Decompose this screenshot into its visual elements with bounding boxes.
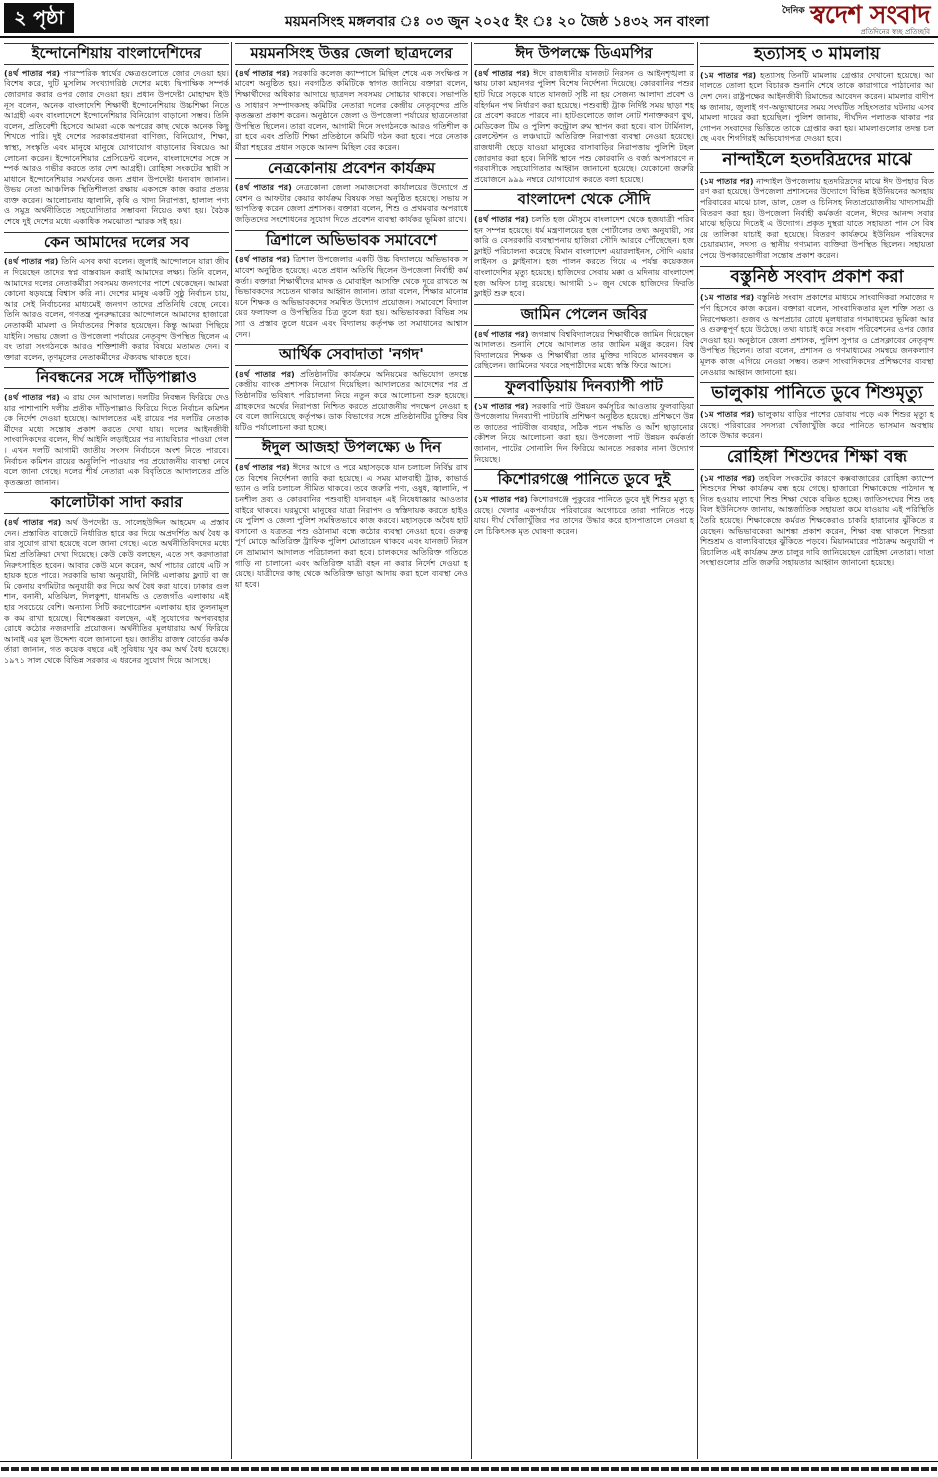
story-headline[interactable]: ঈদুল আজহা উপলক্ষ্যে ৬ দিন xyxy=(235,437,468,459)
story-headline[interactable]: নেত্রকোনায় প্রবেশন কার্যক্রম xyxy=(235,158,468,180)
story-headline[interactable]: আর্থিক সেবাদাতা 'নগদ' xyxy=(235,344,468,366)
story-text: তিনি এসব কথা বলেন। জুলাই আন্দোলনে যারা জীবন দিয়েছেন তাদের স্বপ্ন বাস্তবায়ন করাই আমাদের লক্ষ্য। তিনি বলেন, আমাদের দলের নেতাকর্মীরা সবসময় জনগণের পাশে থেকেছেন। আমরা কোনো ষড়যন্ত্রে বিশ্বাস করি না। দেশের মানুষ একটি সুষ্ঠু নির্বাচন চায়, আর সেই নির্বাচনের মাধ্যমেই জনগণ তাদের প্রতিনিধি বেছে নেবে। তিনি আরও বলেন, গণতন্ত্র পুনরুদ্ধারের আন্দোলনে আমাদের হাজারো নেতাকর্মী মামলা ও নির্যাতনের শিকার হয়েছেন। কিন্তু আমরা পিছিয়ে যাইনি। সভায় জেলা ও উপজেলা পর্যায়ের নেতৃবৃন্দ উপস্থিত ছিলেন এবং তারা সংগঠনকে আরও শক্তিশালী করার বিষয়ে মতামত দেন। বক্তারা বলেন, তৃণমূলের নেতাকর্মীদের ঐক্যবদ্ধ থাকতে হবে। xyxy=(4,256,229,362)
paper-name: স্বদেশ সংবাদ xyxy=(810,0,930,29)
story-continuation-tag: (৪র্থ পাতার পর) xyxy=(474,67,530,78)
story-continuation-tag: (৪র্থ পাতার পর) xyxy=(235,254,291,265)
story-headline[interactable]: হত্যাসহ ৩ মামলায় xyxy=(700,43,934,67)
story-body xyxy=(700,70,934,144)
paper-tagline: প্রতিদিনের স্বচ্ছ প্রতিচ্ছবি xyxy=(860,28,930,36)
story-continuation-tag: (১ম পাতার পর) xyxy=(700,292,755,303)
news-story xyxy=(4,232,229,363)
news-story xyxy=(235,158,468,225)
news-story xyxy=(474,304,694,371)
story-body xyxy=(474,329,694,371)
story-headline[interactable]: কিশোরগঞ্জে পানিতে ডুবে দুই xyxy=(474,469,694,491)
story-continuation-tag: (১ম পাতার পর) xyxy=(700,472,756,483)
story-headline[interactable]: ইন্দোনেশিয়ায় বাংলাদেশিদের xyxy=(4,43,229,65)
news-story xyxy=(4,492,229,665)
story-text: চলতি হজ মৌসুমে বাংলাদেশ থেকে হজযাত্রী পরিবহন সম্পন্ন হয়েছে। ধর্ম মন্ত্রণালয়ের হজ পোর্টালের তথ্য অনুযায়ী, সরকারি ও বেসরকারি ব্যবস্থাপনায় হাজিরা সৌদি আরবে পৌঁছেছেন। হজ ফ্লাইট পরিচালনা করেছে বিমান বাংলাদেশ এয়ারলাইনস, সৌদি এয়ারলাইনস ও ফ্লাইনাস। হজ পালন করতে গিয়ে এ পর্যন্ত কয়েকজন বাংলাদেশির মৃত্যু হয়েছে। হাজিদের সেবায় মক্কা ও মদিনায় বাংলাদেশ হজ অফিস চালু রয়েছে। আগামী ১০ জুন থেকে হাজিদের ফিরতি ফ্লাইট শুরু হবে। xyxy=(474,214,694,299)
news-story xyxy=(474,43,694,184)
news-story xyxy=(474,469,694,536)
story-headline[interactable]: ভালুকায় পানিতে ডুবে শিশুমৃত্যু xyxy=(700,382,934,406)
news-story xyxy=(235,437,468,589)
story-body xyxy=(235,182,468,224)
news-story xyxy=(700,382,934,441)
story-text: তহবিল সংকটের কারণে কক্সবাজারের রোহিঙ্গা ক্যাম্পে শিশুদের শিক্ষা কার্যক্রম বন্ধ হয়ে গেছে। হাজারো শিক্ষাকেন্দ্রে পাঠদান স্থগিত হওয়ায় লাখো শিশু শিক্ষা থেকে বঞ্চিত হচ্ছে। জাতিসংঘের শিশু তহবিল ইউনিসেফ জানায়, আন্তর্জাতিক সহায়তা কমে যাওয়ায় এই পরিস্থিতি তৈরি হয়েছে। শিক্ষাকেন্দ্রে কর্মরত শিক্ষকেরাও চাকরি হারানোর ঝুঁকিতে রয়েছেন। অভিভাবকেরা আশঙ্কা প্রকাশ করেন, শিক্ষা বন্ধ থাকলে শিশুরা শিশুশ্রম ও বাল্যবিবাহের ঝুঁকিতে পড়বে। মিয়ানমারের পাঠ্যক্রম অনুযায়ী পরিচালিত এই কার্যক্রম দ্রুত চালুর দাবি জানিয়েছেন রোহিঙ্গা নেতারা। দাতা সংস্থাগুলোর প্রতি জরুরি সহায়তার আহ্বান জানানো হয়েছে। xyxy=(700,472,934,568)
story-continuation-tag: (১ম পাতার পর) xyxy=(700,69,757,80)
story-headline[interactable]: ঈদ উপলক্ষে ডিএমপির xyxy=(474,43,694,65)
column-2 xyxy=(235,40,468,1459)
story-headline[interactable]: রোহিঙ্গা শিশুদের শিক্ষা বন্ধ xyxy=(700,446,934,470)
story-continuation-tag: (১ম পাতার পর) xyxy=(474,400,529,411)
news-story xyxy=(4,43,229,227)
masthead xyxy=(0,0,938,38)
story-headline[interactable]: বাংলাদেশ থেকে সৌদি xyxy=(474,189,694,211)
story-headline[interactable]: নিবন্ধনের সঙ্গে দাঁড়িপাল্লাও xyxy=(4,367,229,389)
story-headline[interactable]: ময়মনসিংহ উত্তর জেলা ছাত্রদলের xyxy=(235,43,468,65)
story-body xyxy=(4,68,229,227)
story-headline[interactable]: নান্দাইলে হতদরিদ্রদের মাঝে xyxy=(700,149,934,173)
story-text: হত্যাসহ তিনটি মামলায় গ্রেপ্তার দেখানো হয়েছে। আদালতে তোলা হলে বিচারক শুনানি শেষে তাকে কারাগারে পাঠানোর আদেশ দেন। রাষ্ট্রপক্ষের আইনজীবী রিমান্ডের আবেদন করেন। মামলার বাদীপক্ষ জানায়, জুলাই গণ-অভ্যুত্থানের সময় সংঘটিত সহিংসতার ঘটনায় এসব মামলা দায়ের করা হয়েছিল। পুলিশ জানায়, দীর্ঘদিন পলাতক থাকার পর গোপন সংবাদের ভিত্তিতে তাকে গ্রেপ্তার করা হয়। মামলাগুলোর তদন্ত চলছে এবং শিগগিরই অভিযোগপত্র দেওয়া হবে। xyxy=(700,69,934,144)
news-story xyxy=(474,376,694,464)
story-text: বস্তুনিষ্ঠ সংবাদ প্রকাশের মাধ্যমে সাংবাদিকরা সমাজের দর্পণ হিসেবে কাজ করেন। বক্তারা বলেন, সাংবাদিকতার মূল শক্তি সত্য ও নিরপেক্ষতা। গুজব ও অপপ্রচার রোধে মূলধারার গণমাধ্যমের ভূমিকা আরও গুরুত্বপূর্ণ হয়ে উঠেছে। তথ্য যাচাই করে সংবাদ পরিবেশনের ওপর জোর দেওয়া হয়। অনুষ্ঠানে জেলা প্রশাসক, পুলিশ সুপার ও প্রেসক্লাবের নেতৃবৃন্দ উপস্থিত ছিলেন। তারা বলেন, প্রশাসন ও গণমাধ্যমের সমন্বয়ে জনকল্যাণমূলক কাজ এগিয়ে নেওয়া সম্ভব। তরুণ সাংবাদিকদের প্রশিক্ষণের ব্যবস্থা নেওয়ার আহ্বান জানানো হয়। xyxy=(700,292,934,377)
column-rule xyxy=(697,42,698,1459)
story-headline[interactable]: কালোটাকা সাদা করার xyxy=(4,492,229,514)
story-continuation-tag: (৪র্থ পাতার পর) xyxy=(4,67,61,78)
news-story xyxy=(235,43,468,153)
story-headline[interactable]: বস্তুনিষ্ঠ সংবাদ প্রকাশ করা xyxy=(700,266,934,290)
news-story xyxy=(700,149,934,261)
news-story xyxy=(700,446,934,568)
story-continuation-tag: (১ম পাতার পর) xyxy=(700,175,754,186)
story-text: সরকারি কলেজ ক্যাম্পাসে মিছিল শেষে এক সংক্ষিপ্ত সমাবেশ অনুষ্ঠিত হয়। নবগঠিত কমিটিকে স্বাগত জানিয়ে বক্তারা বলেন, শিক্ষার্থীদের অধিকার আদায়ে ছাত্রদল সবসময় সোচ্চার থাকবে। সভাপতি ও সাধারণ সম্পাদকসহ কমিটির নেতারা দলের কেন্দ্রীয় নেতৃবৃন্দের প্রতি কৃতজ্ঞতা প্রকাশ করেন। অনুষ্ঠানে জেলা ও উপজেলা পর্যায়ের ছাত্রনেতারা উপস্থিত ছিলেন। তারা বলেন, আগামী দিনে সংগঠনকে আরও গতিশীল করা হবে এবং প্রতিটি শিক্ষা প্রতিষ্ঠানে কমিটি গঠন করা হবে। পরে নেতাকর্মীরা শহরের প্রধান সড়কে আনন্দ মিছিল বের করেন। xyxy=(235,67,468,152)
column-1 xyxy=(4,40,229,1459)
story-body xyxy=(235,254,468,339)
page-footer-rule xyxy=(0,1461,938,1477)
story-body xyxy=(235,462,468,589)
story-continuation-tag: (৪র্থ পাতার পর) xyxy=(235,462,290,473)
story-continuation-tag: (৪র্থ পাতার পর) xyxy=(235,67,290,78)
story-text: প্রতিষ্ঠানটির কার্যক্রমে অনিয়মের অভিযোগ তদন্তে কেন্দ্রীয় ব্যাংক প্রশাসক নিয়োগ দিয়েছিল। আদালতের আদেশের পর প্রতিষ্ঠানটির ভবিষ্যৎ পরিচালনা নিয়ে নতুন করে আলোচনা শুরু হয়েছে। গ্রাহকদের অর্থের নিরাপত্তা নিশ্চিত করতে প্রয়োজনীয় পদক্ষেপ নেওয়া হবে বলে জানিয়েছে কর্তৃপক্ষ। ডাক বিভাগের সঙ্গে প্রতিষ্ঠানটির চুক্তির বিষয়টিও পর্যালোচনা করা হচ্ছে। xyxy=(235,368,468,432)
story-body xyxy=(474,401,694,465)
news-story xyxy=(700,266,934,378)
story-text: অর্থ উপদেষ্টা ড. সালেহউদ্দিন আহমেদ এ প্রস্তাব দেন। প্রস্তাবিত বাজেটে নির্ধারিত হারে কর দিয়ে অপ্রদর্শিত অর্থ বৈধ করার সুযোগ রাখা হয়েছে বলে জানা গেছে। এতে অর্থনীতিবিদদের মধ্যে মিশ্র প্রতিক্রিয়া দেখা দিয়েছে। কেউ কেউ বলছেন, এতে সৎ করদাতারা নিরুৎসাহিত হবেন। আবার কেউ মনে করেন, অর্থ পাচার রোধে এটি সহায়ক হতে পারে। সরকারি ভাষ্য অনুযায়ী, নির্দিষ্ট এলাকায় ফ্ল্যাট বা জমি কেনায় বর্গমিটার অনুযায়ী কর দিয়ে অর্থ বৈধ করা যাবে। ঢাকার গুলশান, বনানী, মতিঝিল, দিলকুশা, ধানমন্ডি ও তেজগাঁও এলাকায় এই হার সবচেয়ে বেশি। অন্যান্য সিটি করপোরেশন এলাকায় হার তুলনামূলক কম রাখা হয়েছে। বিশেষজ্ঞরা বলছেন, এই সুযোগের অপব্যবহার রোধে কঠোর নজরদারি প্রয়োজন। অর্থনীতির মূলধারায় অর্থ ফিরিয়ে আনাই এর মূল উদ্দেশ্য বলে জানানো হয়। জাতীয় রাজস্ব বোর্ডের কর্মকর্তারা জানান, গত কয়েক বছরে এই সুবিধায় খুব কম অর্থ বৈধ হয়েছে। ১৯৭১ সাল থেকে বিভিন্ন সরকার এ ধরনের সুযোগ দিয়ে আসছে। xyxy=(4,517,229,665)
column-rule xyxy=(471,42,472,1459)
story-text: ঈদে রাজধানীর যানজট নিরসন ও আইনশৃঙ্খলা রক্ষায় ঢাকা মহানগর পুলিশ বিশেষ নির্দেশনা দিয়েছে। কোরবানির পশুর হাট ঘিরে সড়কে যাতে যানজট সৃষ্টি না হয় সেজন্য আলাদা প্রবেশ ও বহির্গমন পথ নির্ধারণ করা হয়েছে। পশুবাহী ট্রাক নির্দিষ্ট সময় ছাড়া শহরে প্রবেশ করতে পারবে না। হাটগুলোতে জাল নোট শনাক্তকরণ বুথ, মেডিকেল টিম ও পুলিশ কন্ট্রোল রুম স্থাপন করা হবে। বাস টার্মিনাল, রেলস্টেশন ও লঞ্চঘাটে অতিরিক্ত নিরাপত্তা ব্যবস্থা নেওয়া হয়েছে। রাজধানী ছেড়ে যাওয়া মানুষের বাসাবাড়ির নিরাপত্তায় পুলিশি টহল জোরদার করা হবে। নির্দিষ্ট স্থানে পশু কোরবানি ও বর্জ্য অপসারণে নগরবাসীকে সহযোগিতার আহ্বান জানানো হয়েছে। যেকোনো জরুরি প্রয়োজনে ৯৯৯ নম্বরে যোগাযোগ করতে বলা হয়েছে। xyxy=(474,67,694,184)
page-number: ২ পৃষ্ঠা xyxy=(4,3,74,33)
story-text: পারস্পরিক স্বার্থের ক্ষেত্রগুলোতে জোর দেওয়া হয়। বিশেষ করে, দুটি মুসলিম সংখ্যাগরিষ্ঠ দেশের মধ্যে দ্বিপাক্ষিক সম্পর্ক জোরদার করার ওপর জোর দেওয়া হয়। প্রধান উপদেষ্টা মোহাম্মদ ইউনূস বলেন, অনেক বাংলাদেশি শিক্ষার্থী ইন্দোনেশিয়ায় উচ্চশিক্ষা নিতে আগ্রহী এবং বাংলাদেশে ইন্দোনেশিয়ার বিনিয়োগ বাড়ানো সম্ভব। তিনি বলেন, প্রতিবেশী হিসেবে আমরা একে অপরের কাছ থেকে অনেক কিছু শিখতে পারি। দুই দেশের সরকারপ্রধানরা বাণিজ্য, বিনিয়োগ, শিক্ষা, স্বাস্থ্য, সংস্কৃতি এবং মানুষে মানুষে যোগাযোগ বাড়ানোর বিষয়েও আলোচনা করেন। ইন্দোনেশিয়ার প্রেসিডেন্ট বলেন, বাংলাদেশের সঙ্গে সম্পর্ক আরও গভীর করতে তার দেশ আগ্রহী। রোহিঙ্গা সংকটের স্থায়ী সমাধানে ইন্দোনেশিয়ার সমর্থনের জন্য প্রধান উপদেষ্টা ধন্যবাদ জানান। উভয় নেতা আঞ্চলিক স্থিতিশীলতা রক্ষায় একসঙ্গে কাজ করার প্রত্যয় ব্যক্ত করেন। আলোচনায় জ্বালানি, কৃষি ও খাদ্য নিরাপত্তা, হালাল পণ্য ও সমুদ্র অর্থনীতিতে সহযোগিতার সম্ভাবনা নিয়েও কথা হয়। বৈঠক শেষে দুই দেশের মধ্যে একাধিক সমঝোতা স্মারক সই হয়। xyxy=(4,67,229,227)
story-text: নেত্রকোনা জেলা সমাজসেবা কার্যালয়ের উদ্যোগে প্রবেশন ও আফটার কেয়ার কার্যক্রম বিষয়ক সভা অনুষ্ঠিত হয়েছে। সভায় সভাপতিত্ব করেন জেলা প্রশাসক। বক্তারা বলেন, শিশু ও প্রথমবার অপরাধে জড়িতদের সংশোধনের সুযোগ দিতে প্রবেশন ব্যবস্থা কার্যকর ভূমিকা রাখে। xyxy=(235,182,468,225)
news-story xyxy=(474,189,694,299)
story-headline[interactable]: জামিন পেলেন জবির xyxy=(474,304,694,326)
story-body xyxy=(700,176,934,261)
story-text: ভালুকায় বাড়ির পাশের ডোবায় পড়ে এক শিশুর মৃত্যু হয়েছে। পরিবারের সদস্যরা খোঁজাখুঁজি করে পানিতে ভাসমান অবস্থায় তাকে উদ্ধার করেন। xyxy=(700,409,934,441)
column-4 xyxy=(700,40,934,1459)
story-headline[interactable]: কেন আমাদের দলের সব xyxy=(4,232,229,254)
story-continuation-tag: (৪র্থ পাতার পর) xyxy=(4,392,60,403)
story-body xyxy=(235,68,468,153)
story-continuation-tag: (৪র্থ পাতার পর) xyxy=(4,256,59,267)
story-text: ত্রিশাল উপজেলার একটি উচ্চ বিদ্যালয়ে অভিভাবক সমাবেশ অনুষ্ঠিত হয়েছে। এতে প্রধান অতিথি ছিলেন উপজেলা নির্বাহী কর্মকর্তা। বক্তারা শিক্ষার্থীদের মাদক ও মোবাইল আসক্তি থেকে দূরে রাখতে অভিভাবকদের সচেতন থাকার আহ্বান জানান। তারা বলেন, শিক্ষার মানোন্নয়নে শিক্ষক ও অভিভাবকদের সমন্বিত উদ্যোগ প্রয়োজন। সমাবেশে বিদ্যালয়ের ফলাফল ও উপস্থিতির চিত্র তুলে ধরা হয়। অভিভাবকরা বিভিন্ন সমস্যা ও প্রস্তাব তুলে ধরেন এবং বিদ্যালয় কর্তৃপক্ষ তা সমাধানের আশ্বাস দেন। xyxy=(235,254,468,339)
paper-logo xyxy=(782,0,930,38)
story-text: ঈদের আগে ও পরে মহাসড়কে যান চলাচল নির্বিঘ্ন রাখতে বিশেষ নির্দেশনা জারি করা হয়েছে। এ সময় মালবাহী ট্রাক, কাভার্ডভ্যান ও লরি চলাচল সীমিত থাকবে। তবে জরুরি পণ্য, ওষুধ, জ্বালানি, পচনশীল দ্রব্য ও কোরবানির পশুবাহী যানবাহন এই নিষেধাজ্ঞার আওতার বাইরে থাকবে। ঘরমুখো মানুষের যাত্রা নিরাপদ ও স্বস্তিদায়ক করতে হাইওয়ে পুলিশ ও জেলা পুলিশ সমন্বিতভাবে কাজ করবে। মহাসড়কে অবৈধ হাট বসানো ও যত্রতত্র পশু ওঠানামা বন্ধে কঠোর ব্যবস্থা নেওয়া হবে। গুরুত্বপূর্ণ মোড়ে অতিরিক্ত ট্রাফিক পুলিশ মোতায়েন থাকবে এবং যানজট নিরসনে ভ্রাম্যমাণ আদালত পরিচালনা করা হবে। চালকদের অতিরিক্ত গতিতে গাড়ি না চালানো এবং অতিরিক্ত যাত্রী বহন না করার নির্দেশ দেওয়া হয়েছে। যাত্রীদের কাছ থেকে অতিরিক্ত ভাড়া আদায় করা হলে ব্যবস্থা নেওয়া হবে। xyxy=(235,462,468,589)
story-body xyxy=(235,369,468,433)
story-headline[interactable]: ফুলবাড়িয়ায় দিনব্যাপী পাট xyxy=(474,376,694,398)
story-body xyxy=(4,392,229,487)
news-story xyxy=(235,344,468,432)
news-story xyxy=(4,367,229,487)
story-continuation-tag: (৪র্থ পাতার পর) xyxy=(474,214,529,225)
story-continuation-tag: (৪র্থ পাতার পর) xyxy=(235,182,292,193)
story-continuation-tag: (৪র্থ পাতার পর) xyxy=(235,368,295,379)
story-text: নান্দাইল উপজেলায় হতদরিদ্রদের মাঝে ঈদ উপহার বিতরণ করা হয়েছে। উপজেলা প্রশাসনের উদ্যোগে বিভিন্ন ইউনিয়নের অসহায় পরিবারের মাঝে চাল, ডাল, তেল ও চিনিসহ নিত্যপ্রয়োজনীয় খাদ্যসামগ্রী বিতরণ করা হয়। উপজেলা নির্বাহী কর্মকর্তা বলেন, ঈদের আনন্দ সবার মাঝে ছড়িয়ে দিতেই এ উদ্যোগ। প্রকৃত দুস্থরা যাতে সহায়তা পান সে বিষয়ে তালিকা যাচাই করা হয়েছে। বিতরণ কার্যক্রমে ইউনিয়ন পরিষদের চেয়ারম্যান, সদস্য ও স্থানীয় গণ্যমান্য ব্যক্তিরা উপস্থিত ছিলেন। সহায়তা পেয়ে উপকারভোগীরা সন্তোষ প্রকাশ করেন। xyxy=(700,175,934,260)
dateline: ময়মনসিংহ মঙ্গলবার ঃ ০৩ জুন ২০২৫ ইং ঃ ২০ জৈষ্ঠ ১৪৩২ সন বাংলা xyxy=(285,14,710,30)
column-3 xyxy=(474,40,694,1459)
story-body xyxy=(700,292,934,377)
news-story xyxy=(700,43,934,144)
story-text: সরকারি পাট উন্নয়ন কর্মসূচির আওতায় ফুলবাড়িয়া উপজেলায় দিনব্যাপী পাটচাষি প্রশিক্ষণ অনুষ্ঠিত হয়েছে। প্রশিক্ষণে উন্নত জাতের পাটবীজ ব্যবহার, সঠিক পচন পদ্ধতি ও আঁশ ছাড়ানোর কৌশল নিয়ে আলোচনা করা হয়। উপজেলা পাট উন্নয়ন কর্মকর্তা জানান, পাটের সোনালি দিন ফিরিয়ে আনতে সরকার নানা উদ্যোগ নিয়েছে। xyxy=(474,400,694,464)
paper-prefix: দৈনিক xyxy=(782,6,805,16)
story-text: এ রায় দেন আদালত। দলটির নিবন্ধন ফিরিয়ে দেওয়ার পাশাপাশি দলীয় প্রতীক দাঁড়িপাল্লাও ফিরিয়ে দিতে নির্বাচন কমিশনকে নির্দেশ দেওয়া হয়েছে। আদালতের এই রায়ের পর দলটির নেতাকর্মীদের মধ্যে সন্তোষ প্রকাশ করতে দেখা যায়। দলের আইনজীবী সাংবাদিকদের বলেন, দীর্ঘ আইনি লড়াইয়ের পর ন্যায়বিচার পাওয়া গেল। এখন দলটি আগামী জাতীয় সংসদ নির্বাচনে অংশ নিতে পারবে। নির্বাচন কমিশন রায়ের অনুলিপি পাওয়ার পর প্রয়োজনীয় ব্যবস্থা নেবে বলে জানা গেছে। দলের শীর্ষ নেতারা এক বিবৃতিতে আদালতের প্রতি কৃতজ্ঞতা জানান। xyxy=(4,392,229,487)
story-body xyxy=(4,517,229,665)
column-rule xyxy=(231,42,232,1459)
story-headline[interactable]: ত্রিশালে অভিভাবক সমাবেশে xyxy=(235,230,468,252)
story-continuation-tag: (৪র্থ পাতার পর) xyxy=(474,328,529,339)
story-text: জগন্নাথ বিশ্ববিদ্যালয়ের শিক্ষার্থীকে জামিন দিয়েছেন আদালত। শুনানি শেষে আদালত তার জামিন মঞ্জুর করেন। বিশ্ববিদ্যালয়ের শিক্ষক ও শিক্ষার্থীরা তার মুক্তির দাবিতে মানববন্ধন করেছিলেন। জামিনের খবরে সহপাঠীদের মধ্যে স্বস্তি ফিরে আসে। xyxy=(474,328,694,371)
story-text: কিশোরগঞ্জে পুকুরের পানিতে ডুবে দুই শিশুর মৃত্যু হয়েছে। খেলার একপর্যায়ে পরিবারের অগোচরে তারা পানিতে পড়ে যায়। দীর্ঘ খোঁজাখুঁজির পর তাদের উদ্ধার করে হাসপাতালে নেওয়া হলে চিকিৎসক মৃত ঘোষণা করেন। xyxy=(474,493,694,536)
story-body xyxy=(700,473,934,568)
story-body xyxy=(700,409,934,441)
story-body xyxy=(474,68,694,185)
story-body xyxy=(474,214,694,299)
story-continuation-tag: (১ম পাতার পর) xyxy=(700,409,755,420)
story-continuation-tag: (৪র্থ পাতার পর) xyxy=(4,517,62,528)
news-story xyxy=(235,230,468,340)
story-continuation-tag: (১ম পাতার পর) xyxy=(474,493,528,504)
story-body xyxy=(474,494,694,536)
story-body xyxy=(4,256,229,362)
